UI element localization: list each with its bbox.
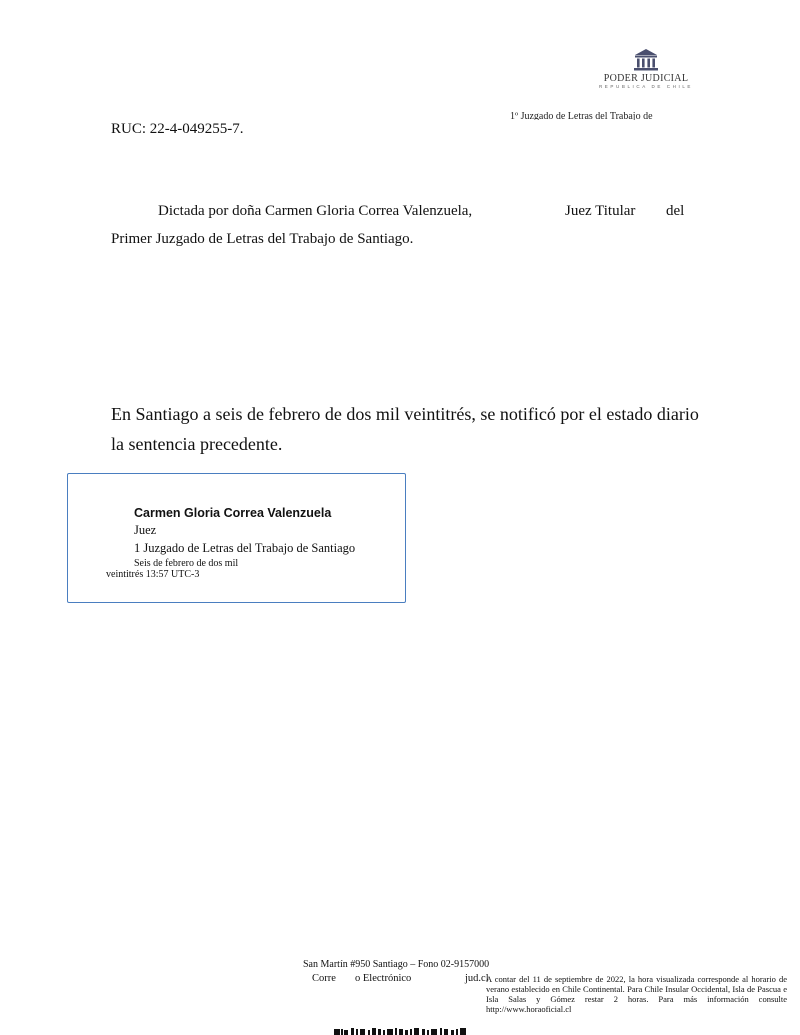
signer-court: 1 Juzgado de Letras del Trabajo de Santiago [134,541,356,555]
court-header-text: 1º Juzgado de Letras del Trabajo de [510,111,653,120]
dictada-text-part3: del [666,203,685,219]
signature-date-line1: Seis de febrero de dos mil [134,558,239,569]
dictada-text-part2: Juez Titular [565,203,636,219]
courthouse-icon [633,48,659,72]
footer-email-part2: o Electrónico [355,973,412,984]
signature-box [67,473,406,603]
poder-judicial-logo [598,48,694,89]
logo-subtitle: REPUBLICA DE CHILE [598,84,694,89]
footer-email-part1: Corre [312,973,336,984]
footer-email-part3: jud.cl [465,973,489,984]
hora-oficial-note: A contar del 11 de septiembre de 2022, la hora visualizada corresponde al horario de verano establecido en Chile Continental. Para Chile Insular Occidental, Isla de Pascua e Isla Salas y Gómez restar 2 horas. Para más información consulte http://www.horaoficial.cl [486,974,787,1014]
footer-address: San Martín #950 Santiago – Fono 02-9157000 [303,959,490,970]
dictada-text-part1: Dictada por doña Carmen Gloria Correa Valenzuela, [158,203,473,219]
signature-date-line2: veintitrés 13:57 UTC-3 [106,569,200,580]
logo-name: PODER JUDICIAL [603,73,689,84]
ruc-number: RUC: 22-4-049255-7. [111,121,244,137]
verification-barcode [334,1026,468,1035]
signer-role: Juez [134,523,157,537]
dictada-text-line2: Primer Juzgado de Letras del Trabajo de Santiago. [111,231,414,247]
signer-name: Carmen Gloria Correa Valenzuela [134,506,332,520]
notification-paragraph: En Santiago a seis de febrero de dos mil veintitrés, se notificó por el estado diario la sentencia precedente. [111,404,699,454]
